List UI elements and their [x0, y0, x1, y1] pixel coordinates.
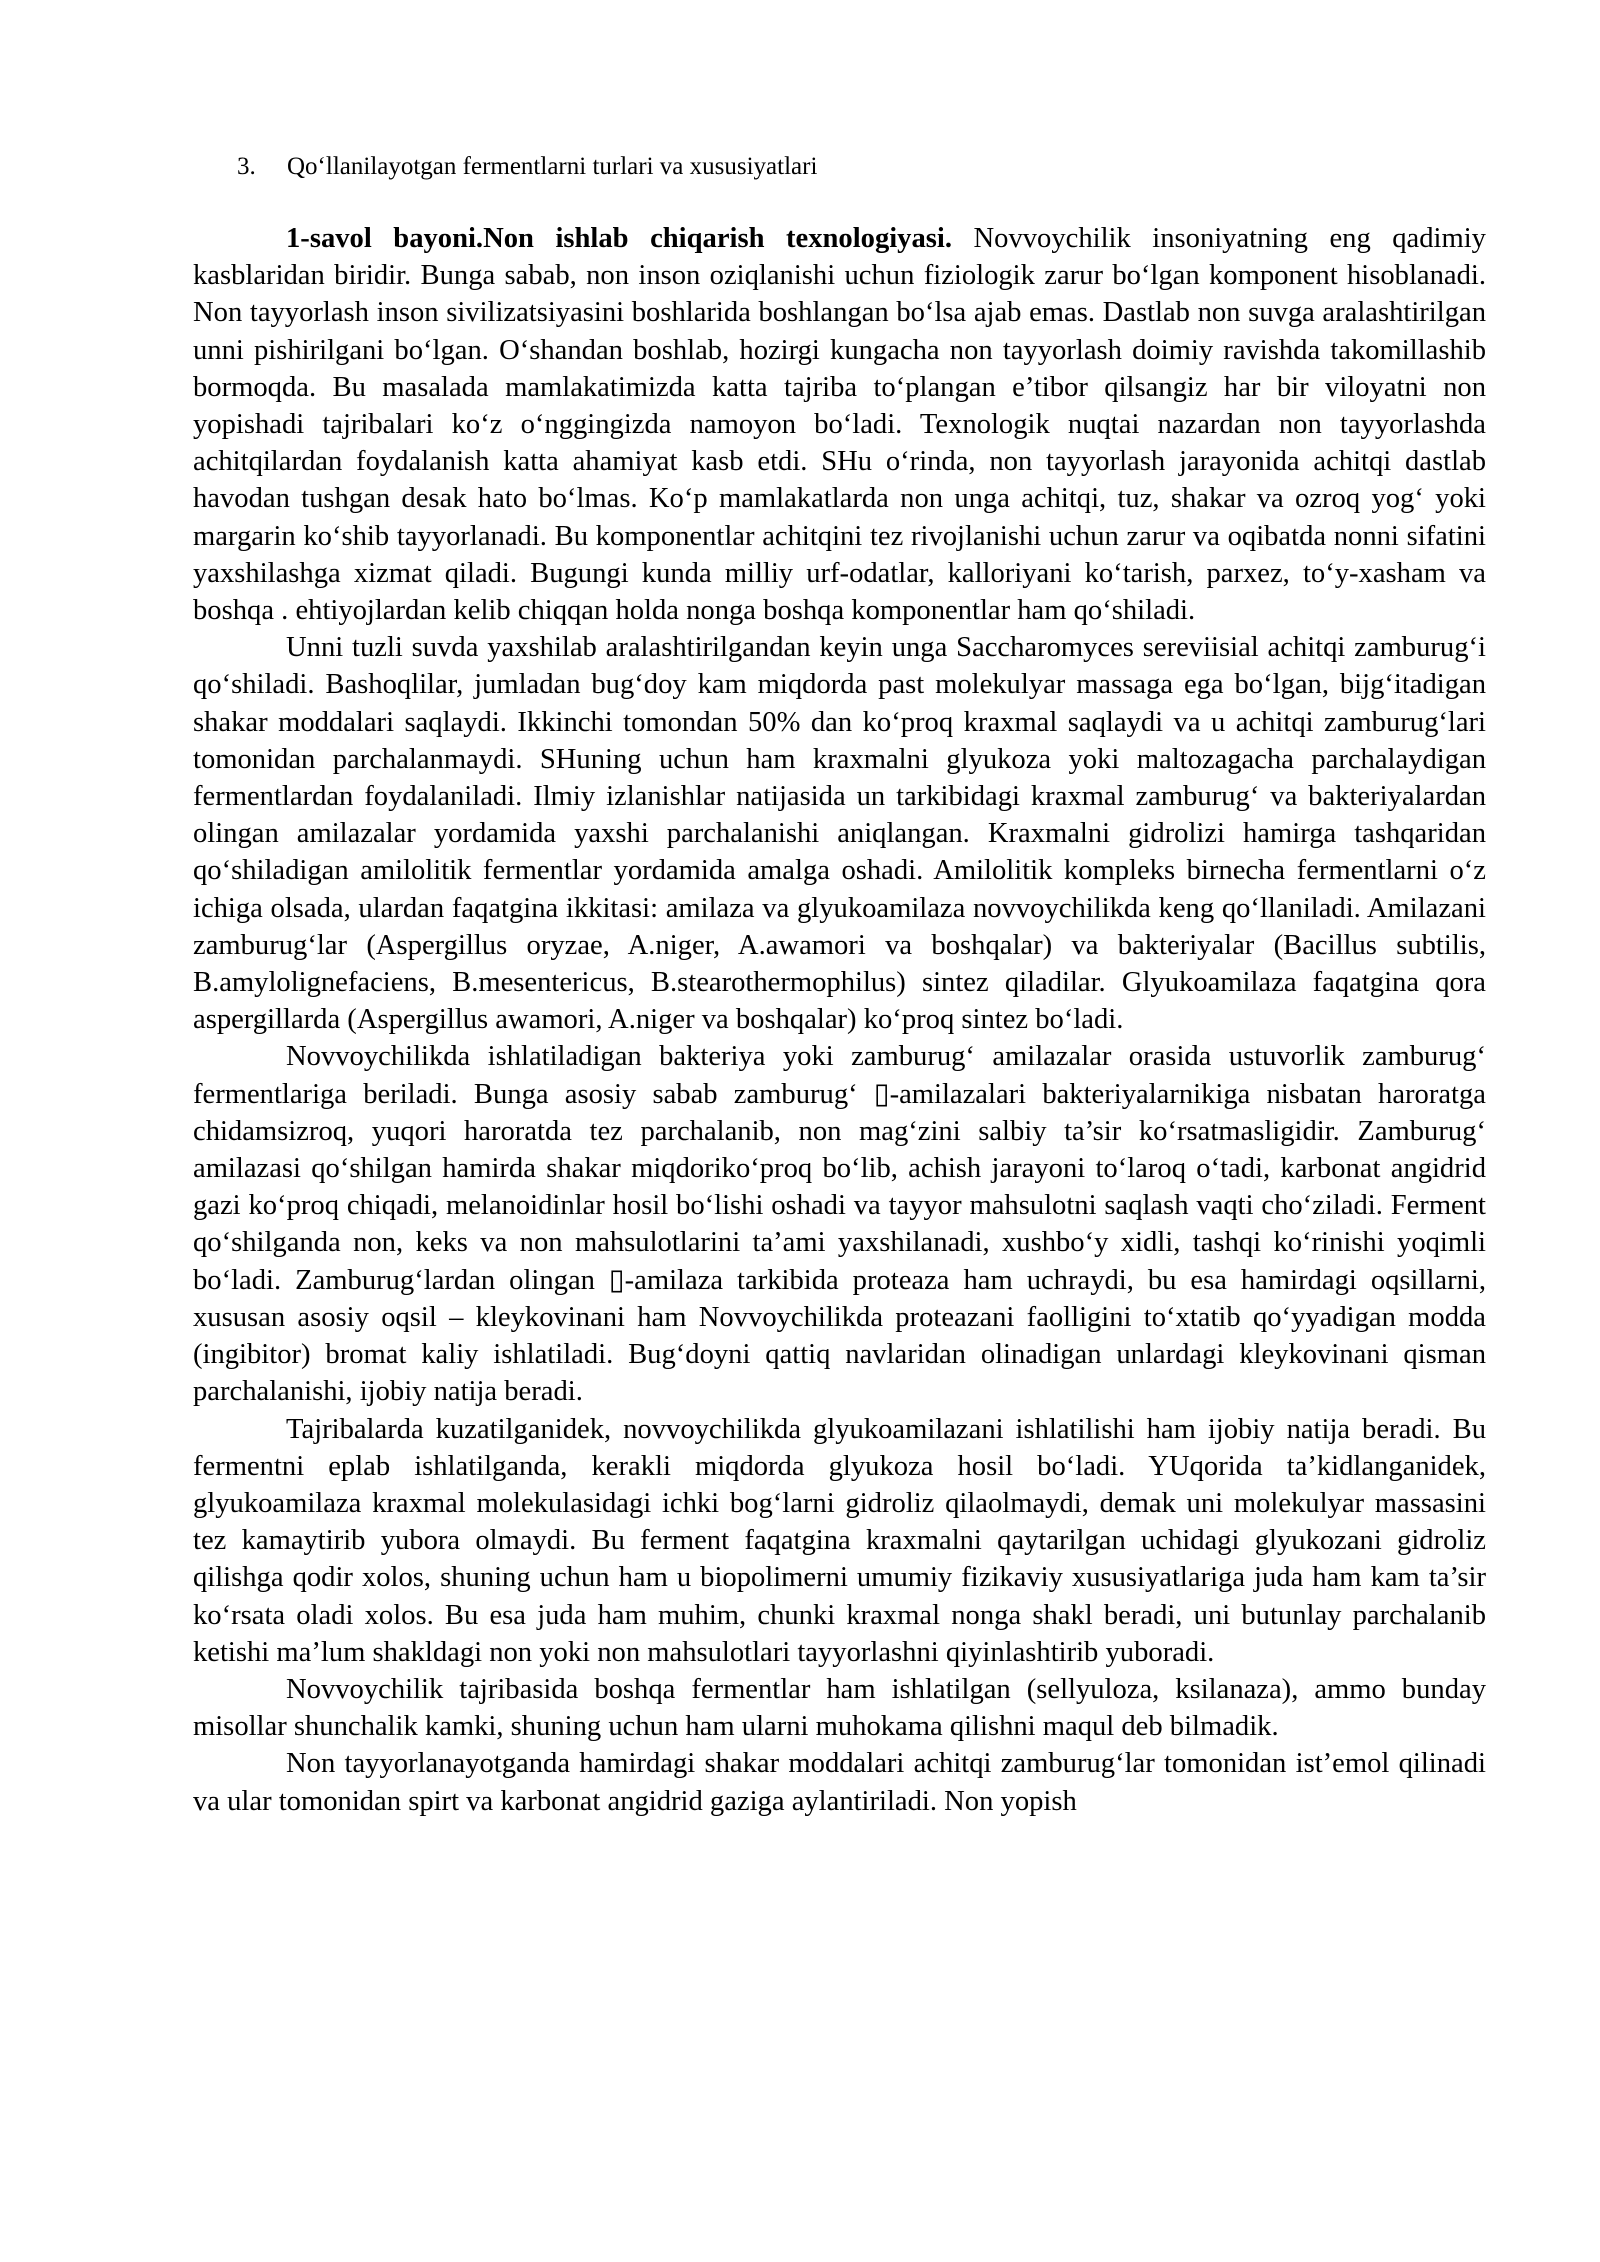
paragraph-5: Novvoychilik tajribasida boshqa fermentlar ham ishlatilgan (sellyuloza, ksilanaza), ammo bunday misollar shunchalik kamki, shuning uchun ham ularni muhokama qilishni maqul deb bilmadik.	[193, 1673, 1486, 1743]
question-heading: 1-savol bayoni.Non ishlab chiqarish texnologiyasi.	[286, 223, 952, 254]
paragraph-1	[193, 220, 1486, 629]
section-heading	[237, 150, 817, 184]
paragraph-6: Non tayyorlanayotganda hamirdagi shakar moddalari achitqi zamburug‘lar tomonidan ist’emol qilinadi va ular tomonidan spirt va karbonat angidrid gaziga aylantiriladi. Non yopish	[193, 1748, 1486, 1817]
section-number: 3.	[237, 153, 256, 180]
body-text	[193, 220, 1486, 1820]
paragraph-4: Tajribalarda kuzatilganidek, novvoychilikda glyukoamilazani ishlatilishi ham ijobiy natija beradi. Bu fermentni eplab ishlatilganda, kerakli miqdorda glyukoza hosil bo‘ladi. YUqorida ta’kidlanganidek, glyukoamilaza kraxmal molekulasidagi ichki bog‘larni gidroliz qilaolmaydi, demak uni molekulyar massasini tez kamaytirib yubora olmaydi. Bu ferment faqatgina kraxmalni qaytarilgan uchidagi glyukozani gidroliz qilishga qodir xolos, shuning uchun ham u biopolimerni umumiy fizikaviy xususiyatlariga juda ham kam ta’sir ko‘rsata oladi xolos. Bu esa juda ham muhim, chunki kraxmal nonga shakl beradi, uni butunlay parchalanib ketishi ma’lum shakldagi non yoki non mahsulotlari tayyorlashni qiyinlashtirib yuboradi.	[193, 1413, 1486, 1668]
paragraph-2: Unni tuzli suvda yaxshilab aralashtirilgandan keyin unga Saccharomyces sereviisial achitqi zamburug‘i qo‘shiladi. Bashoqlilar, jumladan bug‘doy kam miqdorda past molekulyar massaga ega bo‘lgan, bijg‘itadigan shakar moddalari saqlaydi. Ikkinchi tomondan 50% dan ko‘proq kraxmal saqlaydi va u achitqi zamburug‘lari tomonidan parchalanmaydi. SHuning uchun ham kraxmalni glyukoza yoki maltozagacha parchalaydigan fermentlardan foydalaniladi. Ilmiy izlanishlar natijasida un tarkibidagi kraxmal zamburug‘ va bakteriyalardan olingan amilazalar yordamida yaxshi parchalanishi aniqlangan. Kraxmalni gidrolizi hamirga tashqaridan qo‘shiladigan amilolitik fermentlar yordamida amalga oshadi. Amilolitik kompleks birnecha fermentlarni o‘z ichiga olsada, ulardan faqatgina ikkitasi: amilaza va glyukoamilaza novvoychilikda keng qo‘llaniladi. Amilazani zamburug‘lar (Aspergillus oryzae, A.niger, A.awamori va boshqalar) va bakteriyalar (Bacillus subtilis, B.amylolignefaciens, B.mesentericus, B.stearothermophilus) sintez qiladilar. Glyukoamilaza faqatgina qora aspergillarda (Aspergillus awamori, A.niger va boshqalar) ko‘proq sintez bo‘ladi.	[193, 632, 1486, 1036]
paragraph-3: Novvoychilikda ishlatiladigan bakteriya yoki zamburug‘ amilazalar orasida ustuvorlik zamburug‘ fermentlariga beriladi. Bunga asosiy sabab zamburug‘ ▯-amilazalari bakteriyalarnikiga nisbatan haroratga chidamsizroq, yuqori haroratda tez parchalanib, non mag‘zini salbiy ta’sir ko‘rsatmasligidir. Zamburug‘ amilazasi qo‘shilgan hamirda shakar miqdoriko‘proq bo‘lib, achish jarayoni to‘laroq o‘tadi, karbonat angidrid gazi ko‘proq chiqadi, melanoidinlar hosil bo‘lishi oshadi va tayyor mahsulotni saqlash vaqti cho‘ziladi. Ferment qo‘shilganda non, keks va non mahsulotlarini ta’ami yaxshilanadi, xushbo‘y xidli, tashqi ko‘rinishi yoqimli bo‘ladi. Zamburug‘lardan olingan ▯-amilaza tarkibida proteaza ham uchraydi, bu esa hamirdagi oqsillarni, xususan asosiy oqsil – kleykovinani ham Novvoychilikda proteazani faolligini to‘xtatib qo‘yyadigan modda (ingibitor) bromat kaliy ishlatiladi. Bug‘doyni qattiq navlaridan olinadigan unlardagi kleykovinani qisman parchalanishi, ijobiy natija beradi.	[193, 1041, 1486, 1408]
section-title: Qo‘llanilayotgan fermentlarni turlari va xususiyatlari	[287, 153, 818, 180]
paragraph-1-text: Novvoychilik insoniyatning eng qadimiy kasblaridan biridir. Bunga sabab, non inson oziqlanishi uchun fiziologik zarur bo‘lgan komponent hisoblanadi. Non tayyorlash inson sivilizatsiyasini boshlarida boshlangan bo‘lsa ajab emas. Dastlab non suvga aralashtirilgan unni pishirilgani bo‘lgan. O‘shandan boshlab, hozirgi kungacha non tayyorlash doimiy ravishda takomillashib bormoqda. Bu masalada mamlakatimizda katta tajriba to‘plangan e’tibor qilsangiz har bir viloyatni non yopishadi tajribalari ko‘z o‘nggingizda namoyon bo‘ladi. Texnologik nuqtai nazardan non tayyorlashda achitqilardan foydalanish katta ahamiyat kasb etdi. SHu o‘rinda, non tayyorlash jarayonida achitqi dastlab havodan tushgan desak hato bo‘lmas. Ko‘p mamlakatlarda non unga achitqi, tuz, shakar va ozroq yog‘ yoki margarin ko‘shib tayyorlanadi. Bu komponentlar achitqini tez rivojlanishi uchun zarur va oqibatda nonni sifatini yaxshilashga xizmat qiladi. Bugungi kunda milliy urf-odatlar, kalloriyani ko‘tarish, parxez, to‘y-xasham va boshqa . ehtiyojlardan kelib chiqqan holda nonga boshqa komponentlar ham qo‘shiladi.	[193, 223, 1486, 627]
